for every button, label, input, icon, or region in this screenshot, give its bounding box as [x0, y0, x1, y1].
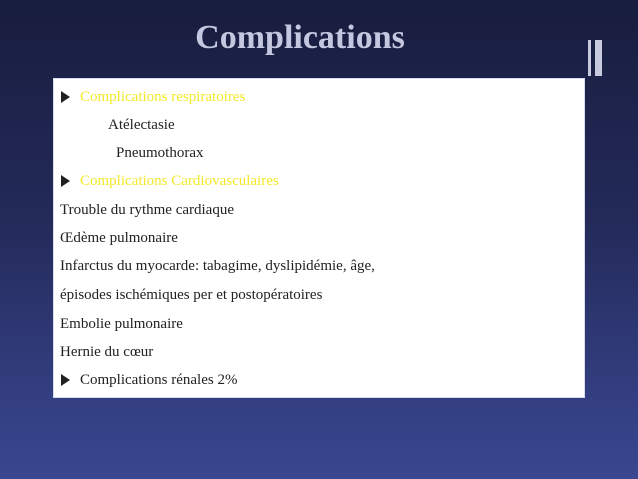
list-item — [54, 139, 204, 167]
list-item-text: Complications respiratoires — [80, 89, 246, 105]
arrow-bullet-icon — [61, 374, 70, 386]
list-item-text: Complications rénales 2% — [80, 372, 238, 388]
list-item — [54, 196, 234, 224]
arrow-bullet-icon — [61, 91, 70, 103]
list-item-text: Trouble du rythme cardiaque — [60, 202, 234, 218]
list-item — [54, 252, 375, 280]
list-item — [54, 224, 178, 252]
list-item-text: Hernie du cœur — [60, 344, 154, 360]
title-accent-bar-thin — [588, 40, 591, 76]
slide-title: Complications — [195, 19, 405, 56]
list-item — [54, 338, 153, 366]
list-item — [54, 310, 183, 338]
list-item-text: Œdème pulmonaire — [60, 230, 178, 246]
list-item-text: épisodes ischémiques per et postopératoires — [60, 287, 323, 303]
list-item-text: Infarctus du myocarde: tabagime, dyslipidémie, âge, — [60, 258, 375, 274]
arrow-bullet-icon — [61, 175, 70, 187]
list-item-text: Complications Cardiovasculaires — [80, 173, 279, 189]
list-item-respiratory-heading — [54, 83, 245, 111]
list-item-text: Pneumothorax — [116, 145, 204, 161]
content-box — [53, 78, 585, 398]
list-item — [54, 111, 175, 139]
title-accent-bar-thick — [595, 40, 602, 76]
list-item-text: Atélectasie — [108, 117, 175, 133]
list-item-text: Embolie pulmonaire — [60, 316, 183, 332]
list-item-cardiovascular-heading — [54, 167, 279, 195]
list-item-renal-heading — [54, 366, 237, 394]
list-item — [54, 281, 322, 309]
